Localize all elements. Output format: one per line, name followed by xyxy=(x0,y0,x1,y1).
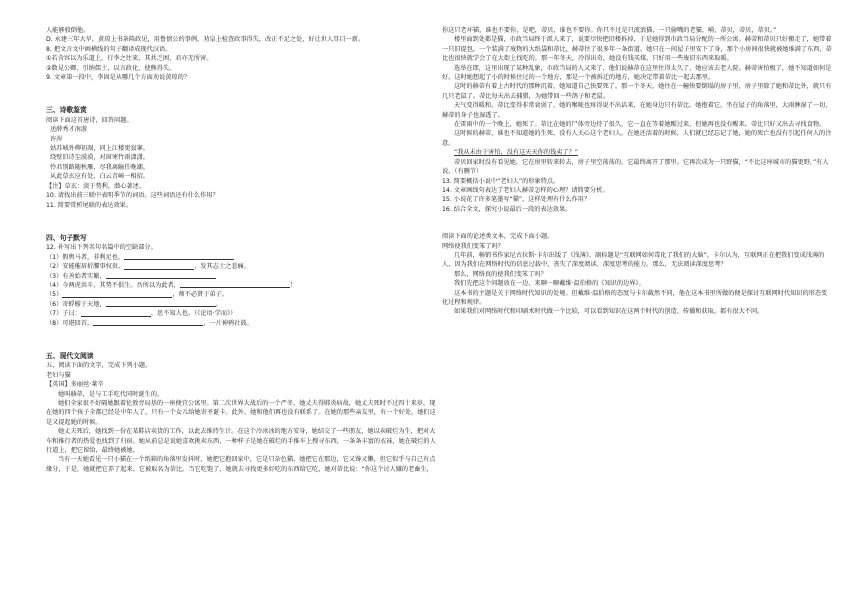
text-line: 8. 把文言文中画横线的句子翻译成现代汉语。 xyxy=(46,45,172,53)
story-paragraph: 蒂贝回家时没有看见她，它在房里转来转去，房子里空荡荡的，它最终离开了那里。它再次成为一只野猫，“不比这座城市的猫更野，”有人说，（有删节） xyxy=(442,158,829,176)
story-paragraph: 她们全家很不好隔她跟着伦敦旁局基的一座便宜公寓里。第二次世界大战后的一个严冬，她丈夫得肺炎病故，她丈夫死时不过四十来岁，现在她的四个孩子全都已经是中年人了，只有一个女儿给她寄圣诞卡。此外，她和他们再也没有联系了。在她的那些亲友里，有一个好处，她们这是又提起她的时候。 xyxy=(46,400,436,426)
fill-prefix: （2）安能摧眉折腰事权贵， xyxy=(46,263,125,271)
text-line: D. 永建三年大旱，黄琼上书条陈政见，用鲁僖公的事例，劝皇上检查政事得失，改正不足之处，好让世人耳目一新。 xyxy=(46,36,365,44)
poem-note: 【注】草玄：淡于势利，潜心著述。 xyxy=(46,182,145,190)
story-paragraph: 这时候的赫蒂，谁也不知道她的生死，没有人关心这个老妇人。在她还活着的时候，人们就已经忘记了她，她的死亡也没有引起任何人的注意。 xyxy=(442,130,832,147)
question: 11. 简要赏析尾联的表达效果。 xyxy=(46,201,133,209)
fill-item xyxy=(46,309,436,318)
essay-paragraph: 这本书的主题是关于网络时代知识的处境。但戴维·温伯格的态度与卡尔截然不同，他在这本书里所做的便是探讨互联网时代知识的形态变化过程和规律。 xyxy=(442,289,828,306)
question: 15. 小说花了许多笔墨写“猫”，这样处理有什么作用？ xyxy=(442,196,591,204)
section-title: 五、现代文阅读 xyxy=(46,351,94,360)
fill-item xyxy=(46,281,436,290)
section-title: 三、诗歌鉴赏 xyxy=(46,106,87,115)
essay-title: 网络使我们变笨了吗？ xyxy=(442,242,504,250)
fill-suffix: ，思不知人也。（《论语·学而》） xyxy=(150,310,237,318)
fill-suffix: ，师不必贤于弟子。 xyxy=(172,291,228,299)
underlined-sentence: “我从未由于害怕，没有这天天你的钱卖了？” xyxy=(454,149,578,157)
story-paragraph: 你这只老坏猫，谁也不要你，是吧，蒂贝，谁也不要你。你只不过是只流浪猫，一只偷嘴的老猫，嗬，蒂贝，蒂贝，蒂贝。” xyxy=(442,27,777,34)
fill-item xyxy=(46,272,436,281)
poem-line: 从此草玄应有处，白云青嶂一相招。 xyxy=(50,173,149,181)
text-line: 人能够驳倒他。 xyxy=(46,27,90,34)
text-line: 9. 文章第一段中，李固是从哪几个方面劝说黄琼的？ xyxy=(46,74,190,82)
fill-item xyxy=(46,319,436,328)
story-paragraph: 天气变得暖和，蒂比变得非常衰弱了，她的喉咙也疼得说不出话来，在她身边只有蒂比。她抱着它，坐在屋子的角落里，大雨淋湿了一切，赫蒂的身子也湿透了。 xyxy=(442,102,832,119)
fill-prefix: （7）子曰： xyxy=(46,310,81,318)
essay-paragraph: 几年前，畅销书作家尼古拉斯·卡尔出版了《浅薄》，副标题是“互联网如何毒化了我们的大脑”。卡尔认为，互联网正在把我们变成浅薄的人，因为我们在网络时代的信息过载中，丧失了深度阅读、深度思考的能力。那么，无法阅读深度思考？ xyxy=(442,251,825,269)
story-title: 老妇与猫 xyxy=(46,371,71,379)
section-intro: 阅读下面的论述类文本，完成下面小题。 xyxy=(442,233,554,241)
essay-paragraph: 我们先把这个问题放在一边，来聊一聊戴维·温伯格的《知识的边界》。 xyxy=(454,280,645,288)
section-intro: 阅读下面这首唐诗，回答问题。 xyxy=(46,116,133,124)
fill-prefix: （1）假舆马者，非利足也， xyxy=(46,253,125,261)
section-intro: 五、阅读下面的文字，完成下列小题。 xyxy=(46,362,152,370)
story-paragraph: 选举在即，这里出现了某种乱象，市政当局的人又来了，他们说赫蒂在这里住得太久了，她应该去老人院。赫蒂害怕极了，她不知道如何是好。这时她想起了小的时候住过的一个地方，那是一个被拆迁的地方，她决定带着蒂比一起去那里。 xyxy=(442,64,832,82)
right-column xyxy=(442,26,832,317)
answer-blank[interactable] xyxy=(106,272,216,279)
fill-item xyxy=(46,262,436,271)
fill-prefix: （5） xyxy=(46,291,63,299)
question: 13. 简要概括小说中“老妇人”的形象特点。 xyxy=(442,177,560,185)
answer-blank[interactable] xyxy=(93,319,203,326)
poem-line: 姑苏城外柳初凋，同上江楼更寂寥。 xyxy=(50,145,149,153)
story-paragraph: 这时的赫蒂有着上古时代的那种沉着，她知道自己快要死了。那一个冬天，她住在一幢快要倒塌的房子里，房子里除了她和蒂比外，就只有几只老鼠了。蒂比每天出去捕猎，为她带回一些鸽子和老鼠。 xyxy=(442,83,832,100)
story-author: 【英国】多丽丝·莱辛 xyxy=(46,381,104,389)
poem-line: 怜君别路随秋雁，尽我离觞任晚潮。 xyxy=(50,163,149,171)
fill-suffix: ，一片神鸦社鼓。 xyxy=(203,319,253,327)
poem-title: 送薛秀才南游 xyxy=(50,126,88,134)
section-title: 四、句子默写 xyxy=(46,233,87,242)
answer-blank[interactable] xyxy=(62,291,172,298)
fill-prefix: （6）寄蜉蝣于天地， xyxy=(46,300,106,308)
story-paragraph: 在雷雨中的一个晚上，她死了。蒂比在她的尸体旁边待了很久，它一直在等着她醒过来，但她再也没有醒来。蒂比只好又出去寻找食物。 xyxy=(454,121,826,129)
left-column xyxy=(46,26,436,474)
text-line: ②数見公卿，引纳儒士，以言政化，使熊得失。 xyxy=(46,64,176,72)
story-paragraph: 她丈夫死后，她找到一份在某鞋店卖货的工作，以此去维持生计。在这个冷冰冰的地方安身，她结交了一些朋友，她以卖破烂为生，把对大车和推行者的热爱也找到了归宿。她从前总是说她喜欢挑卖东西，一种样子是她在破烂的手推车上搜寻东西，一条条丰富的衣袜，她在破烂的人行道上，把它留给，最终她被她。 xyxy=(46,428,436,455)
question: 10. 请找出前三联中表明季节的词语。这些词语还有什么作用？ xyxy=(46,192,219,200)
essay-paragraph: 那么，网络真的使我们变笨了吗？ xyxy=(454,270,547,278)
fill-prefix: （4）今两虎共斗，其势不俱生。吾所以为此者， xyxy=(46,281,180,289)
question: 12. 补写出下列名句名篇中的空缺部分。 xyxy=(46,244,157,252)
answer-blank[interactable] xyxy=(124,263,194,270)
story-paragraph: 她叫赫蒂，是与工手吃代同时诞生的。 xyxy=(58,390,164,398)
story-paragraph: 楼里面到处都是猫，市政当局终于派人来了，说要尽快把旧楼拆掉，于是她得到市政当局分配的一所公寓。赫蒂和蒂贝只好搬走了，她带着一只旧提包，一个装满了废物的大纸袋和蒂比，赫蒂住了很多年一条街道。她只在一间屋子里安下了身，那个小房间很快就被她堆满了东西，蒂比也很快就学会了在大街上找吃的。那一年冬天，冷得出奇，她没有钱买煤，只好用一些废旧东西来取暖。 xyxy=(442,36,832,63)
fill-prefix: （8）可堪回首， xyxy=(46,319,94,327)
answer-blank[interactable] xyxy=(81,310,151,317)
answer-blank[interactable] xyxy=(106,300,216,307)
essay-paragraph: 如果我们对网络时代和印刷术时代做一个比较，可以看到知识在这两个时代的创造、传播和获取，都有很大不同。 xyxy=(454,308,764,316)
fill-suffix: ！ xyxy=(289,281,297,289)
story-paragraph: 当有一天她看见一只小猫在一个纸箱的角落里发抖时，她把它抱回家中，它是只杂色猫，她把它在那边，它又馋又懒，但它似乎与自己有点缘分，于是，她就把它养了起来。它被取名为蒂比。当它吃饱了，她就去寻找更多好吃的东西给它吃，她对蒂比说：“你这个讨人嫌的老畜生， xyxy=(46,456,436,473)
fill-item xyxy=(46,300,436,309)
question: 14. 文章画线句表达了老妇人赫蒂怎样的心理？请简要分析。 xyxy=(442,186,609,194)
poem-author: 许浑 xyxy=(50,135,63,143)
fill-suffix: 。 xyxy=(215,300,222,308)
text-line: ①若含容以为乐道上，行李之往来，其共乏困，君亦无所害。 xyxy=(46,55,213,63)
answer-blank[interactable] xyxy=(124,253,234,260)
question: 16. 结合全文，探究小说最后一段的表达效果。 xyxy=(442,205,572,213)
answer-blank[interactable] xyxy=(180,281,290,288)
fill-item xyxy=(46,253,436,262)
fill-prefix: （3）有善始者实繁， xyxy=(46,272,106,280)
fill-item xyxy=(46,290,436,299)
fill-suffix: ，发其志士之悲痛。 xyxy=(194,263,250,271)
poem-line: 绕壁旧诗尘漠漠，对窗寒竹雨潇潇。 xyxy=(50,154,149,162)
